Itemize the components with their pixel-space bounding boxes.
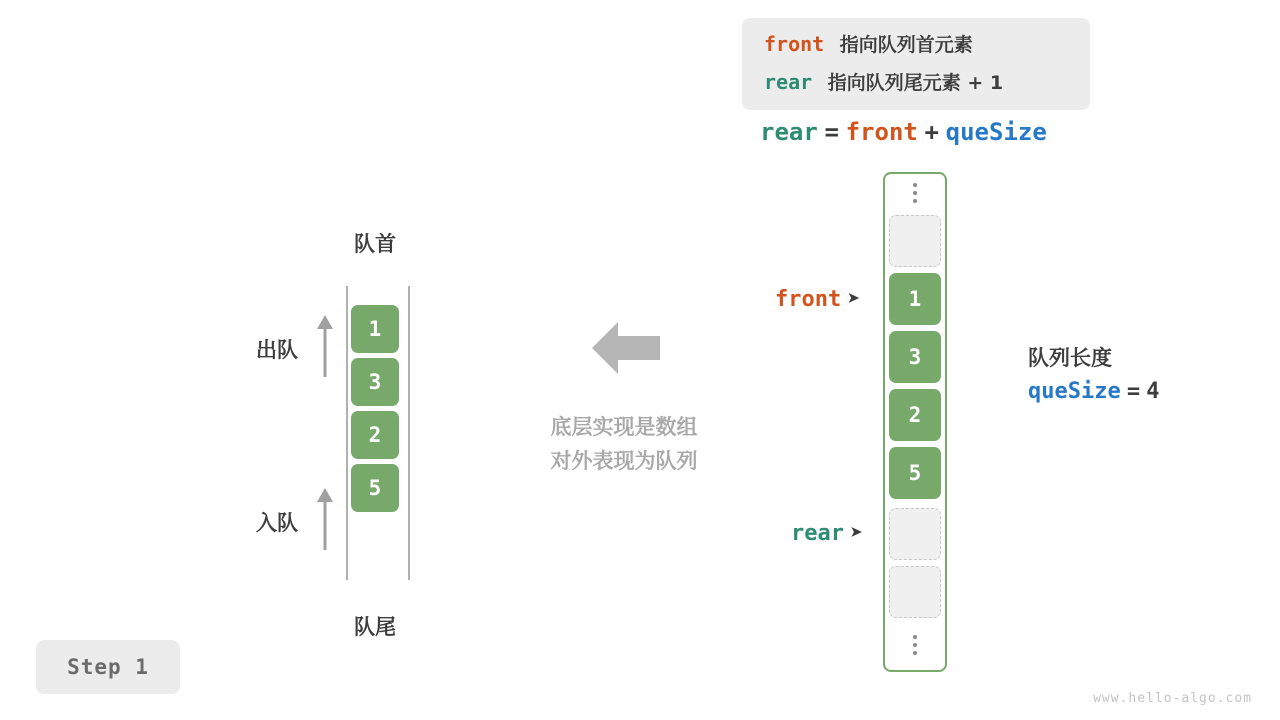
queue-cell: 5	[351, 464, 399, 512]
queue-rail-left	[346, 286, 348, 580]
quesize-value: 4	[1146, 379, 1160, 404]
array-cell: 2	[889, 389, 941, 441]
rear-pointer-caret-icon: ➤	[849, 521, 864, 546]
front-pointer	[775, 287, 860, 312]
formula-equals: =	[824, 118, 839, 146]
queue-size-label: 队列长度	[1028, 346, 1112, 370]
enqueue-arrow-icon	[314, 488, 336, 550]
formula-rear: rear	[760, 118, 818, 146]
left-arrow-icon	[592, 320, 660, 376]
array-cell-empty	[889, 566, 941, 618]
queue-tail-label: 队尾	[354, 615, 396, 639]
legend-rear-text: 指向队列尾元素 + 1	[827, 72, 1004, 94]
rear-pointer	[791, 521, 863, 546]
pointer-formula	[760, 118, 1047, 147]
legend-front-text: 指向队列首元素	[839, 34, 973, 56]
middle-caption-line2: 对外表现为队列	[550, 449, 698, 473]
formula-plus: +	[924, 118, 939, 146]
array-cell-empty	[889, 508, 941, 560]
legend-box	[742, 18, 1090, 110]
rear-pointer-label: rear	[791, 521, 844, 546]
watermark: www.hello-algo.com	[1093, 691, 1252, 706]
dequeue-arrow-icon	[314, 315, 336, 377]
formula-front: front	[845, 118, 918, 146]
array-cell: 3	[889, 331, 941, 383]
legend-line-front	[764, 30, 973, 57]
queue-cell: 2	[351, 411, 399, 459]
legend-rear-term: rear	[764, 70, 813, 94]
legend-front-term: front	[764, 32, 825, 56]
quesize-equals: =	[1126, 379, 1141, 404]
array-cell: 5	[889, 447, 941, 499]
queue-size-expression	[1028, 378, 1159, 404]
legend-line-rear	[764, 68, 1003, 95]
quesize-name: queSize	[1028, 379, 1121, 404]
front-pointer-caret-icon: ➤	[847, 287, 861, 312]
queue-cell: 1	[351, 305, 399, 353]
enqueue-label: 入队	[256, 511, 298, 535]
dequeue-label: 出队	[256, 338, 298, 362]
step-badge: Step 1	[36, 640, 180, 694]
queue-rail-right	[408, 286, 410, 580]
array-top-ellipsis-icon	[889, 178, 941, 208]
queue-cell: 3	[351, 358, 399, 406]
front-pointer-label: front	[775, 287, 842, 312]
array-cell-empty	[889, 215, 941, 267]
middle-caption	[506, 410, 742, 478]
array-bottom-ellipsis-icon	[889, 630, 941, 660]
formula-quesize: queSize	[945, 118, 1047, 146]
array-cell: 1	[889, 273, 941, 325]
queue-head-label: 队首	[354, 232, 396, 256]
middle-caption-line1: 底层实现是数组	[550, 415, 698, 439]
